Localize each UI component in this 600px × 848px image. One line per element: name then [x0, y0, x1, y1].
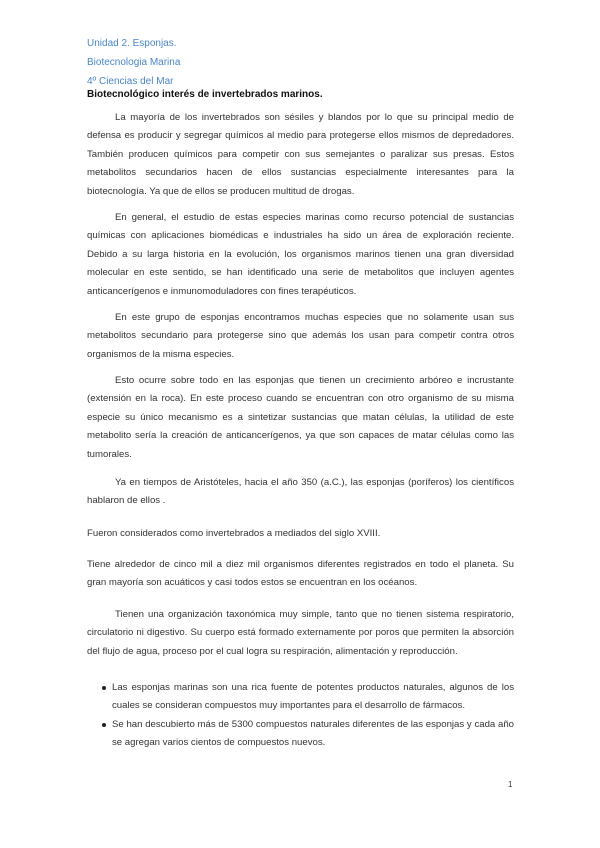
paragraph-3: En este grupo de esponjas encontramos muchas especies que no solamente usan sus metabolitos secundario para protegerse sino que además los usan para competir contra otros organismos de la misma especies.: [87, 312, 514, 360]
paragraph-1: La mayoría de los invertebrados son sésiles y blandos por lo que su principal medio de defensa es producir y segregar químicos al medio para protegerse ellos mismos de depredadores. También producen químicos para competir con sus semejantes o paralizar sus presas. Estos metabolitos secundarios hacen de ellos sustancias especialmente interesantes para la biotecnología. Ya que de ellos se producen multitud de drogas.: [87, 112, 514, 197]
paragraph-8: Tienen una organización taxonómica muy simple, tanto que no tienen sistema respiratorio, circulatorio ni digestivo. Su cuerpo está formado externamente por poros que permiten la absorción del flujo de agua, proceso por el cual logra su respiración, alimentación y reproducción.: [87, 609, 514, 657]
header-course: 4º Ciencias del Mar: [87, 76, 174, 87]
bullet-icon: [102, 723, 106, 727]
paragraph-4: Esto ocurre sobre todo en las esponjas que tienen un crecimiento arbóreo e incrustante (extensión en la roca). En este proceso cuando se encuentran con otro organismo de su misma especie su único mecanismo es a sintetizar sustancias que matan células, la utilidad de este metabolito sería la creación de anticancerígenos, ya que son capaces de matar células como las tumorales.: [87, 375, 514, 460]
header-unit: Unidad 2. Esponjas.: [87, 38, 177, 49]
paragraph-2: En general, el estudio de estas especies marinas como recurso potencial de sustancias químicas con aplicaciones biomédicas e industriales ha sido un área de exploración reciente. Debido a su larga historia en la evolución, los organismos marinos tienen una gran diversidad molecular en este sentido, se han identificado una serie de metabolitos que incluyen agentes anticancerígenos e inmunomoduladores con fines terapéuticos.: [87, 212, 514, 297]
bullet-text: Se han descubierto más de 5300 compuestos naturales diferentes de las esponjas y cada año se agregan varios cientos de compuestos nuevos.: [112, 718, 514, 749]
document-header: [87, 34, 180, 91]
list-item: [100, 679, 514, 716]
paragraph-6: Fueron considerados como invertebrados a mediados del siglo XVIII.: [87, 528, 381, 539]
bullet-list: [100, 679, 514, 753]
bullet-text: Las esponjas marinas son una rica fuente de potentes productos naturales, algunos de los cuales se consideran compuestos muy importantes para el desarrollo de fármacos.: [112, 682, 514, 712]
paragraph-5: Ya en tiempos de Aristóteles, hacia el año 350 (a.C.), las esponjas (poríferos) los científicos hablaron de ellos .: [87, 477, 514, 507]
list-item: [100, 716, 514, 753]
document-title: Biotecnológico interés de invertebrados marinos.: [87, 89, 323, 100]
header-subject: Biotecnologia Marina: [87, 57, 181, 68]
bullet-icon: [102, 686, 106, 690]
paragraph-7: Tiene alrededor de cinco mil a diez mil organismos diferentes registrados en todo el planeta. Su gran mayoría son acuáticos y casi todos estos se encuentran en los océanos.: [87, 559, 514, 589]
page-number: 1: [508, 780, 513, 789]
